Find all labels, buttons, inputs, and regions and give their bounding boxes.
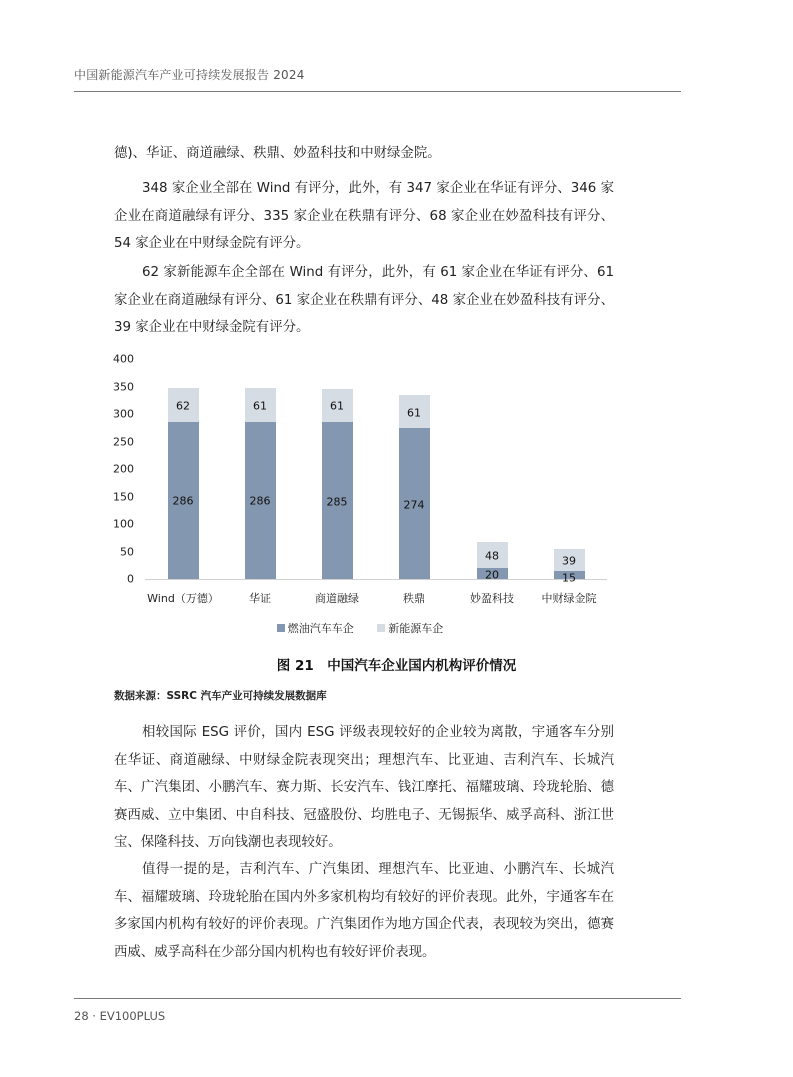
bar-value-label: 15	[562, 571, 576, 585]
bar-value-label: 48	[485, 549, 499, 563]
footer-divider	[74, 998, 681, 999]
bar-segment-ice	[322, 422, 353, 579]
report-title: 中国新能源汽车产业可持续发展报告 2024	[74, 68, 305, 82]
x-tick-label: Wind（万德）	[147, 592, 219, 605]
x-tick-label: 华证	[249, 592, 271, 605]
bar-value-label: 286	[249, 494, 271, 508]
y-tick-label: 200	[113, 462, 134, 476]
bar-segment-nev	[322, 389, 353, 423]
bar-value-label: 61	[330, 399, 344, 413]
x-tick-label: 秩鼎	[403, 592, 425, 605]
y-tick-label: 0	[127, 572, 134, 586]
page-footer: 28 · EV100PLUS	[74, 1009, 166, 1023]
paragraph-continuation: 德)、华证、商道融绿、秩鼎、妙盈科技和中财绿金院。	[114, 146, 441, 161]
bar-value-label: 274	[403, 498, 425, 512]
y-tick-label: 400	[113, 352, 134, 366]
bar-segment-ice	[554, 571, 585, 585]
paragraph-domestic-esg: 相较国际 ESG 评价，国内 ESG 评级表现较好的企业较为离散，宇通客车分别在华证、商道融绿、中财绿金院表现突出；理想汽车、比亚迪、吉利汽车、长城汽车、广汽集团、小鹏汽车、赛力斯、长安汽车、钱江摩托、福耀玻璃、玲珑轮胎、德赛西威、立中集团、中自科技、冠盛股份、均胜电子、无锡振华、威孚高科、浙江世宝、保隆科技、万向钱潮也表现较好。	[114, 725, 614, 850]
header-divider	[74, 91, 681, 92]
paragraph-all-enterprises: 348 家企业全部在 Wind 有评分，此外，有 347 家企业在华证有评分、346 家企业在商道融绿有评分、335 家企业在秩鼎有评分、68 家企业在妙盈科技有评分、54 家企业在中财绿金院有评分。	[114, 181, 614, 251]
bar-stack	[477, 542, 508, 582]
y-tick-label: 250	[113, 435, 134, 448]
bar-value-label: 61	[253, 399, 267, 413]
bar-segment-ice	[245, 422, 276, 579]
figure-caption: 图 21 中国汽车企业国内机构评价情况	[276, 658, 517, 674]
paragraph-highlights: 值得一提的是，吉利汽车、广汽集团、理想汽车、比亚迪、小鹏汽车、长城汽车、福耀玻璃、玲珑轮胎在国内外多家机构均有较好的评价表现。此外，宇通客车在多家国内机构有较好的评价表现。广汽集团作为地方国企代表，表现较为突出，德赛西威、威孚高科在少部分国内机构也有较好评价表现。	[114, 862, 614, 960]
legend-item-nev: 新能源车企	[377, 622, 443, 635]
bar-segment-ice	[168, 422, 199, 579]
y-tick-label: 50	[120, 545, 134, 558]
y-tick-label: 150	[113, 490, 134, 503]
bar-value-label: 62	[176, 399, 190, 413]
y-tick-label: 300	[113, 407, 134, 421]
stacked-bar-chart	[100, 345, 620, 640]
bar-segment-nev	[477, 542, 508, 568]
legend-swatch-ice	[277, 624, 285, 632]
chart-legend	[100, 620, 620, 636]
legend-swatch-nev	[377, 624, 385, 632]
bar-segment-nev	[245, 388, 276, 422]
bar-segment-nev	[554, 549, 585, 570]
y-tick-label: 350	[113, 380, 134, 393]
bar-segment-nev	[168, 388, 199, 422]
bar-stack	[245, 388, 276, 579]
bar-stack	[322, 389, 353, 579]
bar-value-label: 39	[562, 554, 576, 568]
bar-segment-nev	[399, 395, 430, 429]
x-tick-label: 商道融绿	[315, 592, 359, 605]
legend-item-ice: 燃油汽车车企	[277, 622, 354, 635]
bar-segment-ice	[399, 428, 430, 579]
paragraph-nev-enterprises: 62 家新能源车企全部在 Wind 有评分，此外，有 61 家企业在华证有评分、61 家企业在商道融绿有评分、61 家企业在秩鼎有评分、48 家企业在妙盈科技有评分、39 家企业在中财绿金院有评分。	[114, 265, 614, 335]
x-tick-label: 中财绿金院	[541, 592, 597, 605]
data-source: 数据来源：SSRC 汽车产业可持续发展数据库	[114, 690, 327, 702]
bar-stack	[554, 549, 585, 585]
bar-stack	[168, 388, 199, 579]
bar-segment-ice	[477, 568, 508, 582]
y-tick-label: 100	[113, 517, 134, 531]
x-tick-label: 妙盈科技	[470, 592, 514, 605]
bar-value-label: 61	[407, 406, 421, 420]
bar-value-label: 285	[326, 495, 348, 509]
bar-stack	[399, 395, 430, 579]
bar-value-label: 286	[172, 494, 194, 508]
x-axis-line	[145, 579, 607, 580]
bar-value-label: 20	[485, 568, 499, 582]
